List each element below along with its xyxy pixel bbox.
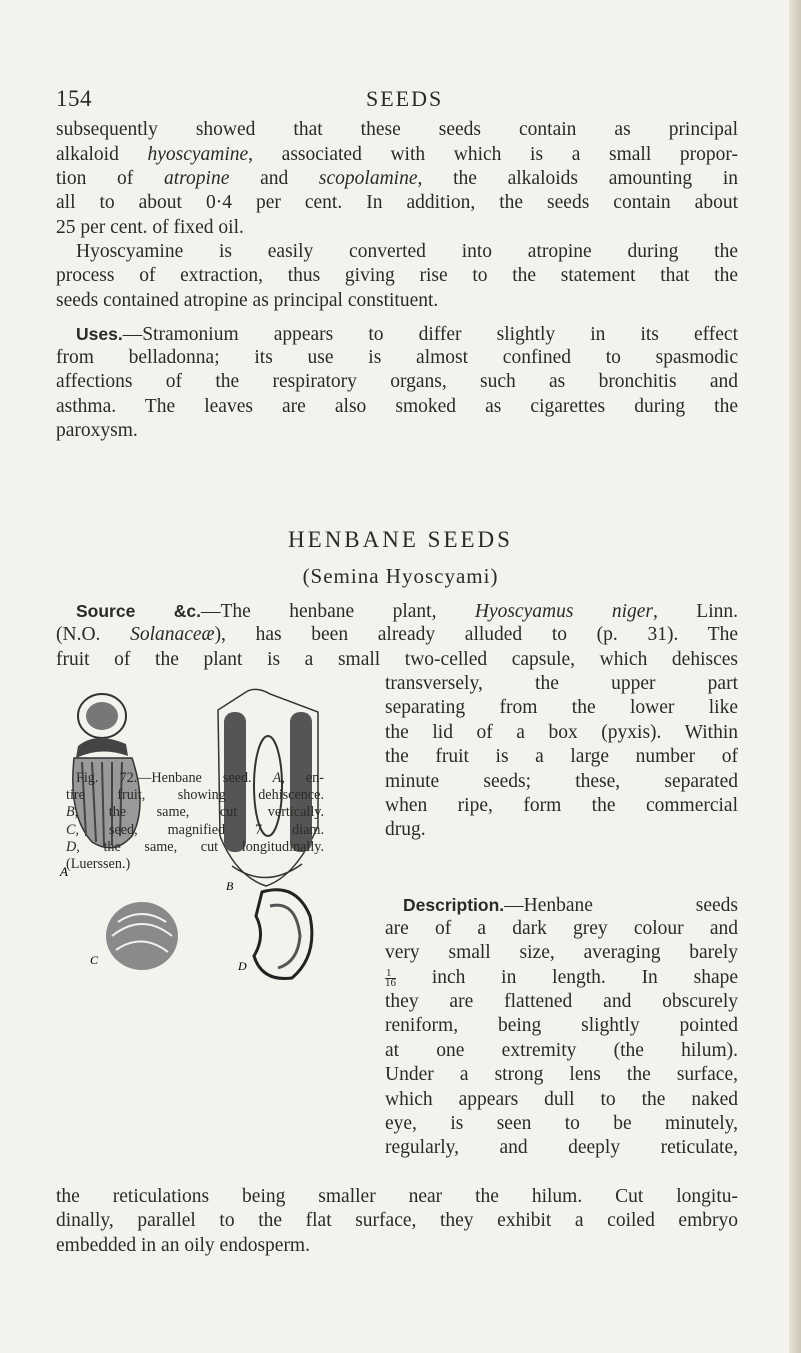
- text-line: tion of atropine and scopolamine, the alkaloids amounting in: [56, 168, 738, 189]
- caption-line: Fig. 72.—Henbane seed. A, en-: [76, 770, 324, 786]
- fig-label-c: C: [90, 953, 99, 967]
- text-line: the lid of a box (pyxis). Within: [385, 721, 738, 743]
- text-line: separating from the lower like: [385, 697, 738, 719]
- text-line: reniform, being slightly pointed: [385, 1015, 738, 1037]
- text-line: minute seeds; these, separated: [385, 770, 738, 792]
- uses-label: Uses.: [76, 324, 123, 344]
- text-line: the fruit is a large number of: [385, 746, 738, 768]
- text-line: when ripe, form the commercial: [385, 795, 738, 816]
- source-line-2: (N.O. Solanaceæ), has been already alluded to (p. 31). The: [56, 624, 738, 645]
- text-line: dinally, parallel to the flat surface, they exhibit a coiled embryo: [56, 1210, 738, 1232]
- description-last-line: embedded in an oily endosperm.: [56, 1235, 310, 1256]
- fig-c-seed: [106, 902, 178, 970]
- text-line: eye, is seen to be minutely,: [385, 1113, 738, 1134]
- fig-label-a: A: [60, 864, 68, 879]
- text-line: Hyoscyamine is easily converted into atropine during the: [76, 241, 738, 262]
- text-line: regularly, and deeply reticulate,: [385, 1137, 738, 1159]
- fig-label-d: D: [238, 959, 247, 973]
- caption-line: B, the same, cut vertically.: [66, 804, 324, 821]
- text-line: paroxysm.: [56, 420, 138, 442]
- text-line: subsequently showed that these seeds contain as principal: [56, 119, 738, 140]
- text-line: transversely, the upper part: [385, 673, 738, 694]
- text-line: all to about 0·4 per cent. In addition, the seeds contain about: [56, 192, 738, 213]
- description-fraction-line: $\frac{1}{16}$ inch in length. In shape: [385, 967, 739, 990]
- fig-label-b: B: [226, 879, 234, 893]
- text-line: are of a dark grey colour and: [385, 918, 738, 939]
- section-title: HENBANE SEEDS: [288, 527, 513, 552]
- description-label: Description.: [403, 895, 505, 915]
- text-line: very small size, averaging barely: [385, 942, 738, 964]
- source-line-1: Source &c.—The henbane plant, Hyoscyamus niger, Linn.: [76, 601, 738, 622]
- text-line: asthma. The leaves are also smoked as cigarettes during the: [56, 395, 738, 417]
- uses-first-line: Uses.—Stramonium appears to differ slightly in its effect: [76, 324, 738, 345]
- text-line: 25 per cent. of fixed oil.: [56, 217, 244, 238]
- text-line: they are flattened and obscurely: [385, 991, 738, 1012]
- text-line: the reticulations being smaller near the hilum. Cut longitu-: [56, 1186, 738, 1207]
- fraction: $\frac{1}{16}$: [385, 967, 396, 990]
- caption-line: C, seed, magnified 7 diam.: [66, 821, 324, 838]
- text-line: drug.: [385, 819, 426, 841]
- caption-line: tire fruit, showing dehiscence.: [66, 787, 324, 804]
- caption-line: D, the same, cut longitudinally.: [66, 838, 324, 855]
- text-line: from belladonna; its use is almost confined to spasmodic: [56, 347, 738, 368]
- text-line: which appears dull to the naked: [385, 1088, 738, 1110]
- text-line: at one extremity (the hilum).: [385, 1039, 738, 1061]
- fig-d-seed-section: [254, 890, 312, 979]
- text-line: alkaloid hyoscyamine, associated with which is a small propor-: [56, 144, 738, 165]
- description-first-line: Description.—Henbane seeds: [403, 895, 738, 916]
- running-title: SEEDS: [366, 86, 444, 111]
- source-label: Source &c.: [76, 601, 201, 621]
- text-line: process of extraction, thus giving rise to the statement that the: [56, 265, 738, 287]
- page-number: 154: [56, 86, 92, 111]
- text-line: affections of the respiratory organs, such as bronchitis and: [56, 371, 738, 393]
- section-subtitle: (Semina Hyoscyami): [302, 564, 499, 588]
- text-line: Under a strong lens the surface,: [385, 1064, 738, 1086]
- caption-line: (Luerssen.): [66, 856, 131, 872]
- source-line-3: fruit of the plant is a small two-celled capsule, which dehisces: [56, 649, 738, 670]
- text-line: seeds contained atropine as principal constituent.: [56, 289, 439, 311]
